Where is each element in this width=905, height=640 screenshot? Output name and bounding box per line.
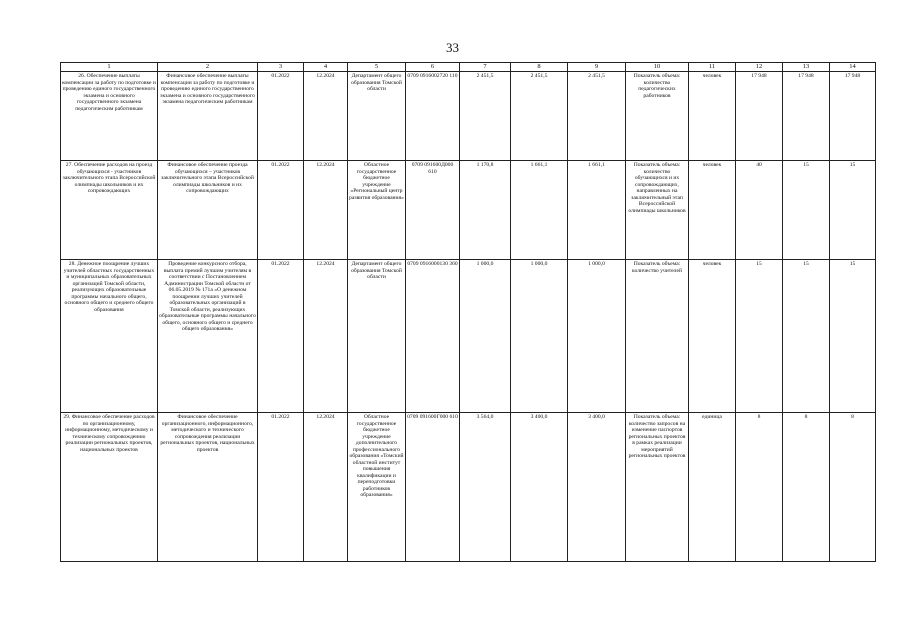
executor: Департамент общего образования Томской области	[348, 72, 406, 161]
budget-code: 0709 091600Г000 610	[406, 413, 460, 562]
table-row	[61, 161, 876, 260]
column-number: 6	[406, 63, 460, 72]
sum-total: 2 451,5	[460, 72, 511, 161]
table-row	[61, 72, 876, 161]
value-1: 40	[736, 161, 783, 260]
column-number: 7	[460, 63, 511, 72]
sum-total: 1 000,0	[460, 260, 511, 413]
unit: человек	[689, 72, 736, 161]
sum-2024: 1 661,1	[568, 161, 626, 260]
column-number: 9	[568, 63, 626, 72]
column-number: 5	[348, 63, 406, 72]
activity-name: 26. Обеспечение выплаты компенсации за работу по подготовке и проведению единого государственного экзамена и основного государственного экзамена педагогическим работникам	[61, 72, 158, 161]
start-date: 01.2022	[258, 260, 304, 413]
sum-2024: 2 451,5	[568, 72, 626, 161]
column-number: 4	[304, 63, 348, 72]
value-3: 17 948	[830, 72, 876, 161]
column-number: 13	[783, 63, 830, 72]
value-2: 15	[783, 260, 830, 413]
column-number: 14	[830, 63, 876, 72]
sum-total: 1 170,8	[460, 161, 511, 260]
sum-2024: 1 000,0	[568, 260, 626, 413]
table-row	[61, 260, 876, 413]
sum-2023: 3 400,0	[511, 413, 568, 562]
activity-mechanism: Финансовое обеспечение проезда обучающихся – участников заключительного этапа Всероссийской олимпиады школьников и их сопровождающих	[158, 161, 258, 260]
end-date: 12.2024	[304, 413, 348, 562]
activity-name: 27. Обеспечение расходов на проезд обучающихся - участников заключительного этапа Всероссийской олимпиады школьников и их сопровождающих	[61, 161, 158, 260]
value-3: 8	[830, 413, 876, 562]
sum-total: 3 564,0	[460, 413, 511, 562]
program-table	[60, 62, 876, 562]
column-number: 8	[511, 63, 568, 72]
activity-name: 29. Финансовое обеспечение расходов по организационному, информационному, методическому и техническому сопровождению реализации региональных проектов, национальных проектов	[61, 413, 158, 562]
budget-code: 0709 091600Д000 610	[406, 161, 460, 260]
sum-2024: 3 400,0	[568, 413, 626, 562]
column-number: 1	[61, 63, 158, 72]
executor: Департамент общего образования Томской области	[348, 260, 406, 413]
budget-code: 0709 0916000130 360	[406, 260, 460, 413]
column-number: 2	[158, 63, 258, 72]
value-2: 17 948	[783, 72, 830, 161]
unit: единица	[689, 413, 736, 562]
sum-2023: 1 000,0	[511, 260, 568, 413]
activity-mechanism: Финансовое обеспечение организационного, информационного, методического и технического сопровождения реализации региональных проектов, национальных проектов	[158, 413, 258, 562]
value-3: 15	[830, 161, 876, 260]
executor: Областное государственное бюджетное учреждение дополнительного профессионального образования «Томский областной институт повышения квалификации и переподготовки работников образования»	[348, 413, 406, 562]
column-number-row	[61, 63, 876, 72]
column-number: 3	[258, 63, 304, 72]
start-date: 01.2022	[258, 161, 304, 260]
page-number: 33	[446, 40, 459, 55]
sum-2023: 2 451,5	[511, 72, 568, 161]
activity-mechanism: Проведение конкурсного отбора, выплата премий лучшим учителям в соответствии с Постановлением Администрации Томской области от 06.05.2019 № 171а «О денежном поощрении лучших учителей образовательных организаций в Томской области, реализующих образовательные программы начального общего, основного общего и среднего общего образования»	[158, 260, 258, 413]
end-date: 12.2024	[304, 72, 348, 161]
start-date: 01.2022	[258, 72, 304, 161]
value-1: 15	[736, 260, 783, 413]
executor: Областное государственное бюджетное учреждение «Региональный центр развития образования»	[348, 161, 406, 260]
activity-mechanism: Финансовое обеспечение выплаты компенсации за работу по подготовке и проведению единого государственного экзамена и основного государственного экзамена педагогическим работникам	[158, 72, 258, 161]
column-number: 11	[689, 63, 736, 72]
value-2: 8	[783, 413, 830, 562]
indicator: Показатель объема: количество обучающихся и их сопровождающих, направленных на заключительный этап Всероссийской олимпиады школьников	[626, 161, 689, 260]
value-3: 15	[830, 260, 876, 413]
end-date: 12.2024	[304, 260, 348, 413]
value-1: 17 948	[736, 72, 783, 161]
budget-code: 0709 0916002720 110	[406, 72, 460, 161]
unit: человек	[689, 260, 736, 413]
table-row	[61, 413, 876, 562]
value-1: 8	[736, 413, 783, 562]
column-number: 10	[626, 63, 689, 72]
indicator: Показатель объема: количество запросов на изменение паспортов региональных проектов в рамках реализации мероприятий региональных проектов	[626, 413, 689, 562]
value-2: 15	[783, 161, 830, 260]
end-date: 12.2024	[304, 161, 348, 260]
start-date: 01.2022	[258, 413, 304, 562]
activity-name: 28. Денежное поощрение лучших учителей областных государственных и муниципальных образовательных организаций Томской области, реализующих образовательные программы начального общего, основного общего и среднего общего образования	[61, 260, 158, 413]
indicator: Показатель объема: количество учителей	[626, 260, 689, 413]
sum-2023: 1 661,1	[511, 161, 568, 260]
unit: человек	[689, 161, 736, 260]
column-number: 12	[736, 63, 783, 72]
indicator: Показатель объема: количество педагогических работников	[626, 72, 689, 161]
